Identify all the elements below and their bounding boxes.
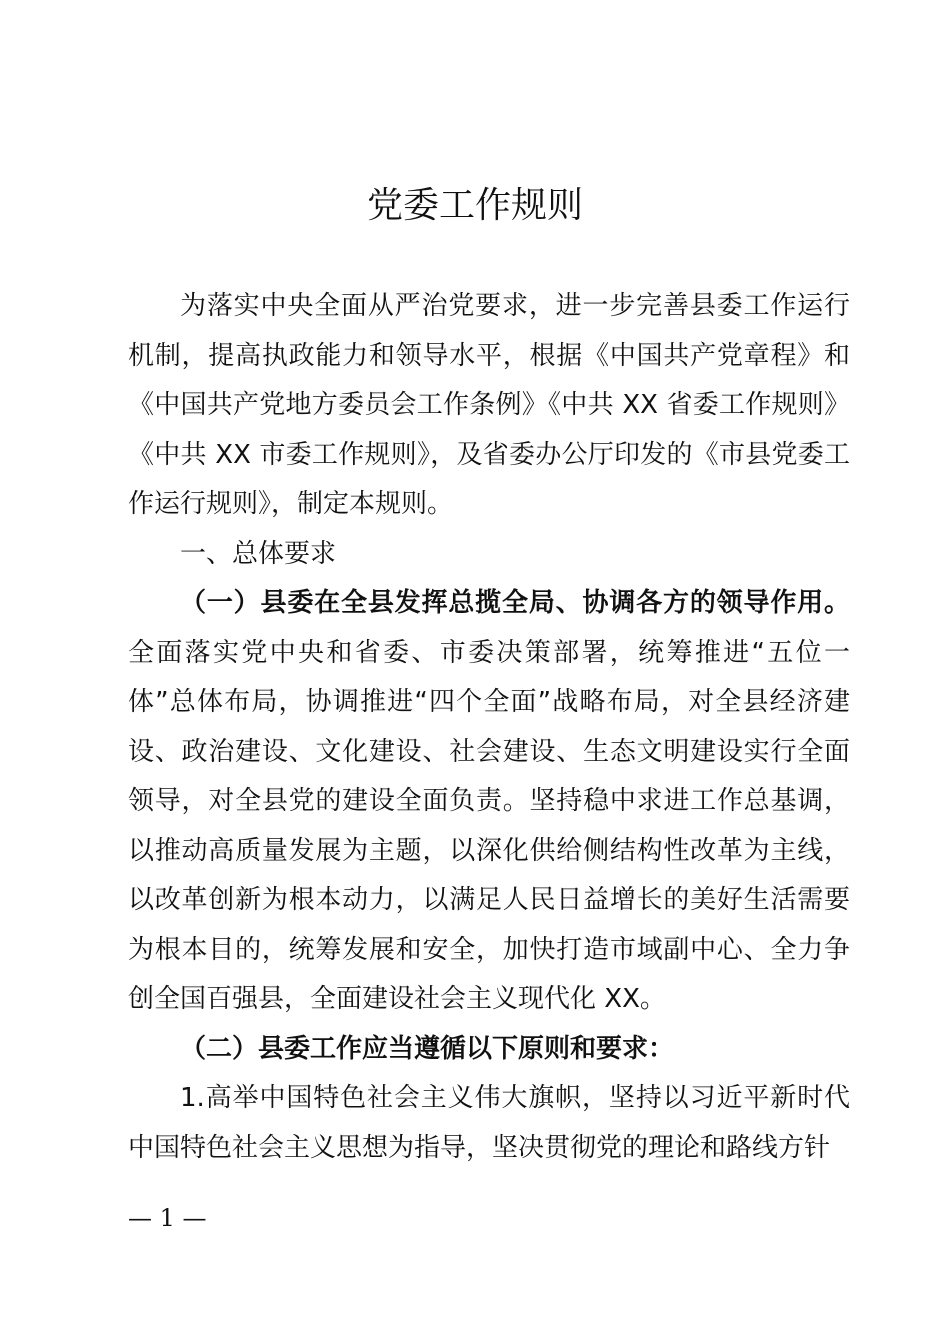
subsection-1-heading: （一）县委在全县发挥总揽全局、协调各方的领导作用。 (180, 588, 850, 618)
document-body (128, 282, 850, 1173)
subsection-1-body: 全面落实党中央和省委、市委决策部署，统筹推进“五位一体”总体布局，协调推进“四个全面”战略布局，对全县经济建设、政治建设、文化建设、社会建设、生态文明建设实行全面领导，对全县党的建设全面负责。坚持稳中求进工作总基调，以推动高质量发展为主题，以深化供给侧结构性改革为主线，以改革创新为根本动力，以满足人民日益增长的美好生活需要为根本目的，统筹发展和安全，加快打造市域副中心、全力争创全国百强县，全面建设社会主义现代化 XX。 (128, 637, 850, 1014)
subsection-2-heading: （二）县委工作应当遵循以下原则和要求： (180, 1033, 675, 1064)
page-number: — 1 — (128, 1204, 207, 1232)
intro-paragraph: 为落实中央全面从严治党要求，进一步完善县委工作运行机制，提高执政能力和领导水平，根据《中国共产党章程》和《中国共产党地方委员会工作条例》《中共 XX 省委工作规则》《中共 XX 市委工作规则》，及省委办公厅印发的《市县党委工作运行规则》，制定本规则。 (128, 291, 850, 519)
section-heading-overall-requirements: 一、总体要求 (180, 538, 337, 569)
document-title: 党委工作规则 (366, 185, 583, 226)
list-item-1: 1.高举中国特色社会主义伟大旗帜，坚持以习近平新时代中国特色社会主义思想为指导，坚决贯彻党的理论和路线方针 (128, 1083, 850, 1163)
subsection-1-paragraph (128, 579, 850, 1025)
